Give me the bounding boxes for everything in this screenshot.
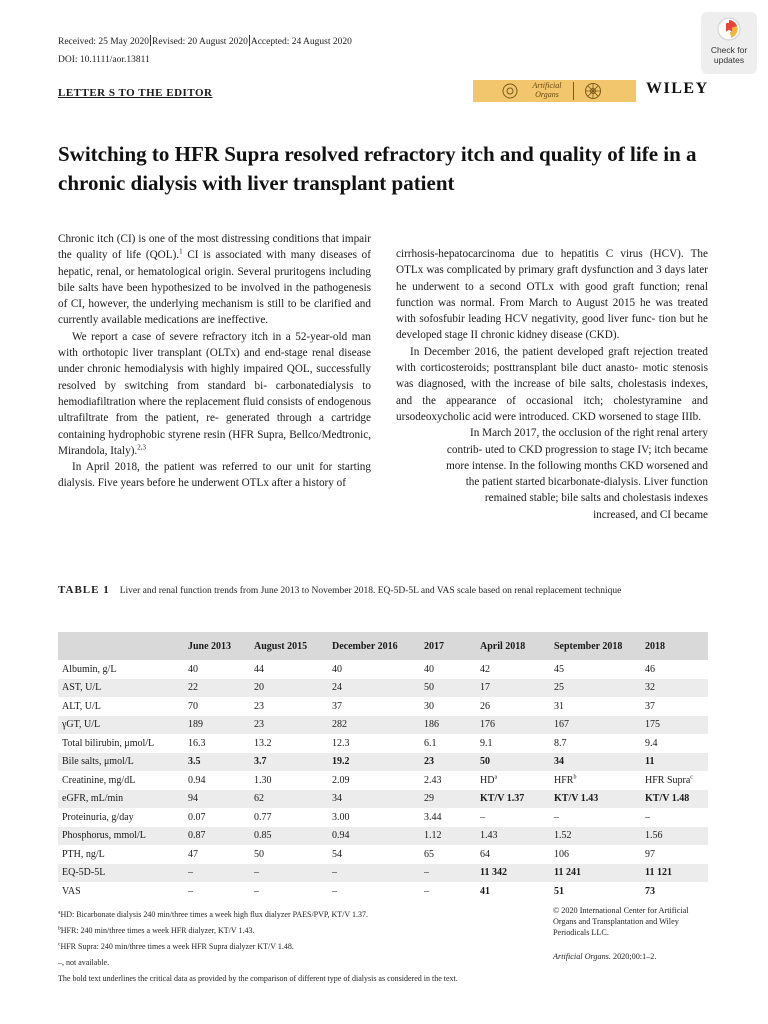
cell-value: 54 <box>332 848 342 860</box>
table-cell <box>254 660 332 679</box>
cell-value: 13.2 <box>254 737 272 749</box>
footnote-b <box>58 925 254 937</box>
cell-value: 0.87 <box>188 830 206 842</box>
footnote-mark: a <box>58 909 61 916</box>
table-cell <box>645 753 708 772</box>
revised-date: Revised: 20 August 2020 <box>152 37 248 47</box>
cell-value: 12.3 <box>332 737 350 749</box>
cell-value: HFR <box>554 774 574 786</box>
cell-value: 23 <box>254 700 264 712</box>
table-cell <box>332 790 424 809</box>
paragraph-line: In March 2017, the occlusion of the right renal artery <box>470 427 708 440</box>
cell-value: 3.00 <box>332 811 350 823</box>
cell-value: 37 <box>645 700 655 712</box>
table-row <box>58 808 708 827</box>
cell-value: 1.12 <box>424 830 442 842</box>
cell-value: 11 342 <box>480 867 507 879</box>
cell-value: 1.56 <box>645 830 663 842</box>
cell-value: – <box>332 885 337 897</box>
table-cell <box>332 827 424 846</box>
cell-value: 0.94 <box>188 774 206 786</box>
table-cell <box>554 864 645 883</box>
table-header-cell: December 2016 <box>332 640 398 652</box>
cell-value: 25 <box>554 682 564 694</box>
table-cell <box>188 697 254 716</box>
cell-value: 47 <box>188 848 198 860</box>
cell-value: 175 <box>645 719 660 731</box>
table-cell <box>645 771 708 790</box>
table-cell <box>188 827 254 846</box>
table-cell <box>480 716 554 735</box>
cell-value: 0.07 <box>188 811 206 823</box>
cell-value: 30 <box>424 700 434 712</box>
table-label: TABLE 1 <box>58 584 110 596</box>
table-header-cell: 2018 <box>645 640 665 652</box>
footnote-text: HFR: 240 min/three times a week HFR dialyzer, KT/V 1.43. <box>60 926 255 935</box>
table-cell <box>645 827 708 846</box>
table-cell <box>188 753 254 772</box>
cell-value: 17 <box>480 682 490 694</box>
table-cell <box>332 660 424 679</box>
paragraph-line: remained stable; bile salts and cholestasis indexes <box>484 492 708 505</box>
row-label: Albumin, g/L <box>62 663 117 675</box>
cell-value: 94 <box>188 793 198 805</box>
table-cell <box>332 808 424 827</box>
table-cell <box>254 697 332 716</box>
cell-value: HFR Supra <box>645 774 691 786</box>
reference-link[interactable]: 1 <box>179 247 183 256</box>
footnote-mark: c <box>58 941 61 948</box>
cell-value: – <box>424 867 429 879</box>
cell-value: KT/V 1.48 <box>645 793 690 805</box>
table-row <box>58 845 708 864</box>
footnote-mark[interactable]: a <box>494 774 498 781</box>
table-header-corner <box>58 632 188 660</box>
cell-value: 40 <box>332 663 342 675</box>
publisher-logo: WILEY <box>646 80 709 97</box>
table-cell <box>554 697 645 716</box>
table-cell <box>332 771 424 790</box>
table-row <box>58 716 708 735</box>
copyright-notice: © 2020 International Center for Artificial Organs and Transplantation and Wiley Periodicals LLC. <box>553 906 689 937</box>
table-caption-text: Liver and renal function trends from June 2013 to November 2018. EQ-5D-5L and VAS scale based on renal replacement technique <box>119 586 622 596</box>
cell-value: 1.30 <box>254 774 272 786</box>
cell-value: 20 <box>254 682 264 694</box>
cell-value: 189 <box>188 719 203 731</box>
table-cell <box>554 845 645 864</box>
table-cell <box>645 679 708 698</box>
cell-value: – <box>332 867 337 879</box>
footnote-text: HD: Bicarbonate dialysis 240 min/three times a week high flux dialyzer PAES/PVP, KT/V 1.37. <box>60 910 368 919</box>
cell-value: – <box>254 867 259 879</box>
table-cell <box>188 660 254 679</box>
cell-value: 3.7 <box>254 756 267 768</box>
table-cell <box>554 808 645 827</box>
text: We report a case of severe refractory itch in a 52-year-old man with orthotopic liver transplant (OLTx) and end-stage renal disease under chronic hemodialysis with highly impaired QOL, successfully resolved by switching from standard bi- carbonatedialysis to hemodiafiltration where the replacement fluid consists of endogenous ultrafiltrate from the patient, re- generated through a cartridge containing hydrophobic styrene resin (HFR Supra, Bellco/Medtronic, Mirandola, Italy). <box>58 330 371 457</box>
table-cell <box>254 864 332 883</box>
row-label: VAS <box>62 885 81 897</box>
cell-value: 176 <box>480 719 495 731</box>
cell-value: 97 <box>645 848 655 860</box>
row-label: ALT, U/L <box>62 700 101 712</box>
table-cell <box>254 716 332 735</box>
table-cell <box>554 882 645 901</box>
table-cell <box>480 827 554 846</box>
table-row <box>58 753 708 772</box>
cell-value: 70 <box>188 700 198 712</box>
article-title: Switching to HFR Supra resolved refractory itch and quality of life in a chronic dialysis with liver transplant patient <box>58 142 697 195</box>
footnote-mark: b <box>58 925 61 932</box>
cell-value: 282 <box>332 719 347 731</box>
table-cell <box>645 790 708 809</box>
cell-value: KT/V 1.43 <box>554 793 599 805</box>
table-header-row <box>58 632 708 660</box>
table-cell <box>254 808 332 827</box>
cell-value: 73 <box>645 885 655 897</box>
table-cell <box>424 808 480 827</box>
table-cell <box>424 716 480 735</box>
cell-value: 11 121 <box>645 867 672 879</box>
table-row <box>58 864 708 883</box>
cell-value: 46 <box>645 663 655 675</box>
table-row <box>58 679 708 698</box>
check-for-updates-badge[interactable] <box>701 12 757 74</box>
table-cell <box>480 790 554 809</box>
cell-value: 42 <box>480 663 490 675</box>
text: CI is associated with many diseases of hepatic, renal, or hematological origin. Several pruritogens including bile salts have been hypothesized to be involved in the pathogenesis of CI, however, the underlying mechanism is still to be clarified and currently available medications are ineffective. <box>58 249 371 327</box>
cell-value: 0.85 <box>254 830 272 842</box>
table-cell <box>645 697 708 716</box>
table-cell <box>554 734 645 753</box>
table-row <box>58 771 708 790</box>
cell-value: 40 <box>188 663 198 675</box>
cell-value: 32 <box>645 682 655 694</box>
table-cell <box>188 771 254 790</box>
text: Chronic itch (CI) is one of the most distressing conditions that impair the quality of life (QOL). <box>58 233 371 262</box>
table-cell <box>645 845 708 864</box>
row-label: γGT, U/L <box>62 719 101 731</box>
cell-value: 9.4 <box>645 737 658 749</box>
cell-value: 2.43 <box>424 774 442 786</box>
cell-value: 11 <box>645 756 655 768</box>
table-cell <box>554 716 645 735</box>
table-cell <box>188 864 254 883</box>
table-cell <box>645 864 708 883</box>
cell-value: – <box>188 867 193 879</box>
paragraph: In December 2016, the patient developed graft rejection treated with corticosteroids; posttransplant bile duct anasto- motic stenosis was diagnosed, with the increase of bile salts, cholestasis indexes, and the appearance of occasional itch; cholestyramine and ursodeoxycholic acid were introduced. CKD worsened to stage IIIb. <box>396 345 708 423</box>
footnote-c <box>58 941 294 953</box>
cell-value: 1.43 <box>480 830 498 842</box>
cell-value: – <box>254 885 259 897</box>
check-updates-icon <box>717 17 741 41</box>
table-cell <box>480 808 554 827</box>
table-caption <box>58 583 708 598</box>
reference-link[interactable]: 2,3 <box>137 443 146 452</box>
row-label: AST, U/L <box>62 682 102 694</box>
footnote-bold: The bold text underlines the critical data as provided by the comparison of different type of dialysis as considered in the text. <box>58 974 458 983</box>
table-header-cell: June 2013 <box>188 640 232 652</box>
paragraph: cirrhosis-hepatocarcinoma due to hepatitis C virus (HCV). The OTLx was complicated by primary graft dysfunction and 3 days later he underwent to a second OTLx with good graft function; renal function was normal. From March to August 2015 he was treated with sofosfubir leading HCV negativity, good liver func- tion but he developed stage II chronic kidney disease (CKD). <box>396 248 708 342</box>
accepted-date: Accepted: 24 August 2020 <box>250 37 352 47</box>
cell-value: – <box>480 811 485 823</box>
separator <box>249 35 250 46</box>
table-row <box>58 734 708 753</box>
row-label: Phosphorus, mmol/L <box>62 830 146 842</box>
cell-value: 31 <box>554 700 564 712</box>
table-cell <box>332 697 424 716</box>
row-label: eGFR, mL/min <box>62 793 124 805</box>
cell-value: 37 <box>332 700 342 712</box>
table-cell <box>554 660 645 679</box>
section-label: LETTER S TO THE EDITOR <box>58 87 213 99</box>
paragraph-line: increased, and CI became <box>593 508 708 521</box>
paragraph-line: the patient started bicarbonate-dialysis. Liver function <box>465 476 708 489</box>
table-cell <box>554 827 645 846</box>
cell-value: 2.09 <box>332 774 350 786</box>
row-label: Total bilirubin, μmol/L <box>62 737 155 749</box>
cell-value: 44 <box>254 663 264 675</box>
paragraph-line: more intense. In the following months CKD worsened and <box>446 459 708 472</box>
paragraph: In April 2018, the patient was referred to our unit for starting dialysis. Five years before he underwent OTLx after a history of <box>58 461 371 490</box>
cell-value: 186 <box>424 719 439 731</box>
table-cell <box>645 734 708 753</box>
table-cell <box>645 882 708 901</box>
citation <box>553 952 656 961</box>
cell-value: – <box>554 811 559 823</box>
check-updates-label: Check for updates <box>710 45 748 65</box>
cell-value: 40 <box>424 663 434 675</box>
footnote-mark[interactable]: c <box>690 774 693 781</box>
cell-value: 9.1 <box>480 737 493 749</box>
cell-value: 3.5 <box>188 756 201 768</box>
organ-logo-icon <box>501 82 519 100</box>
paragraph <box>58 329 371 459</box>
table-cell <box>254 679 332 698</box>
table-cell <box>254 827 332 846</box>
table-cell <box>645 716 708 735</box>
cell-value: 1.52 <box>554 830 572 842</box>
table-cell <box>554 753 645 772</box>
table-cell <box>332 882 424 901</box>
cell-value: 41 <box>480 885 490 897</box>
table-cell <box>424 882 480 901</box>
table-cell <box>254 771 332 790</box>
cell-value: 0.94 <box>332 830 350 842</box>
table-row <box>58 697 708 716</box>
table-cell <box>424 753 480 772</box>
cell-value: 34 <box>554 756 564 768</box>
row-label: Bile salts, μmol/L <box>62 756 134 768</box>
table-header-cell: 2017 <box>424 640 444 652</box>
cell-value: 29 <box>424 793 434 805</box>
cell-value: 50 <box>254 848 264 860</box>
table-cell <box>424 734 480 753</box>
row-label: Proteinuria, g/day <box>62 811 134 823</box>
table-cell <box>332 734 424 753</box>
table-cell <box>332 753 424 772</box>
journal-logo <box>473 80 636 102</box>
footnote-na: –, not available. <box>58 958 110 967</box>
cell-value: 64 <box>480 848 490 860</box>
table-cell <box>254 753 332 772</box>
cell-value: 11 241 <box>554 867 581 879</box>
cell-value: 45 <box>554 663 564 675</box>
cell-value: 3.44 <box>424 811 442 823</box>
table-header-cell: September 2018 <box>554 640 623 652</box>
table-cell <box>480 753 554 772</box>
cell-value: – <box>424 885 429 897</box>
table-cell <box>188 790 254 809</box>
paragraph-line: contrib- uted to CKD progression to stage IV; itch became <box>446 443 708 456</box>
table-cell <box>424 679 480 698</box>
cell-value: 23 <box>424 756 434 768</box>
cell-value: 22 <box>188 682 198 694</box>
doi[interactable]: DOI: 10.1111/aor.13811 <box>58 55 150 65</box>
table-cell <box>188 845 254 864</box>
table-row <box>58 882 708 901</box>
table-row <box>58 790 708 809</box>
cell-value: 24 <box>332 682 342 694</box>
table-cell <box>254 845 332 864</box>
table-cell <box>554 771 645 790</box>
cell-value: 106 <box>554 848 569 860</box>
table-cell <box>480 734 554 753</box>
cell-value: – <box>645 811 650 823</box>
cell-value: 23 <box>254 719 264 731</box>
left-column <box>58 231 371 492</box>
table-cell <box>188 808 254 827</box>
cell-value: 34 <box>332 793 342 805</box>
table-cell <box>424 864 480 883</box>
citation-journal: Artificial Organs. <box>553 952 611 961</box>
cell-value: 19.2 <box>332 756 350 768</box>
paragraph <box>58 231 371 329</box>
received-date: Received: 25 May 2020 <box>58 37 150 47</box>
table-cell <box>254 734 332 753</box>
cell-value: 51 <box>554 885 564 897</box>
table-cell <box>424 771 480 790</box>
wheel-logo-icon <box>583 82 603 100</box>
table-row <box>58 660 708 679</box>
table-cell <box>188 716 254 735</box>
table-row <box>58 827 708 846</box>
table-cell <box>332 845 424 864</box>
cell-value: 65 <box>424 848 434 860</box>
table-cell <box>645 660 708 679</box>
data-table <box>58 632 708 901</box>
separator <box>150 35 151 46</box>
table-cell <box>480 697 554 716</box>
citation-details: 2020;00:1–2. <box>610 952 657 961</box>
table-cell <box>424 660 480 679</box>
table-cell <box>480 845 554 864</box>
row-label: PTH, ng/L <box>62 848 105 860</box>
table-cell <box>188 734 254 753</box>
cell-value: KT/V 1.37 <box>480 793 525 805</box>
table-cell <box>645 808 708 827</box>
table-cell <box>332 864 424 883</box>
table-cell <box>554 679 645 698</box>
table-header-cell: April 2018 <box>480 640 526 652</box>
right-column <box>396 246 708 523</box>
cell-value: 50 <box>480 756 490 768</box>
journal-logo-text: Artificial Organs <box>532 81 562 99</box>
footnote-text: HFR Supra: 240 min/three times a week HFR Supra dialyzer KT/V 1.48. <box>60 942 294 951</box>
footnote-a <box>58 909 368 921</box>
table-cell <box>254 882 332 901</box>
table-header-cell: August 2015 <box>254 640 308 652</box>
footnote-mark[interactable]: b <box>573 774 577 781</box>
cell-value: 167 <box>554 719 569 731</box>
cell-value: 26 <box>480 700 490 712</box>
table-cell <box>332 679 424 698</box>
table-cell <box>424 827 480 846</box>
table-cell <box>332 716 424 735</box>
table-cell <box>424 790 480 809</box>
table-cell <box>188 679 254 698</box>
row-label: Creatinine, mg/dL <box>62 774 136 786</box>
cell-value: 0.77 <box>254 811 272 823</box>
table-cell <box>480 679 554 698</box>
cell-value: 6.1 <box>424 737 437 749</box>
table-cell <box>480 660 554 679</box>
table-cell <box>480 882 554 901</box>
cell-value: HD <box>480 774 495 786</box>
table-cell <box>254 790 332 809</box>
cell-value: 16.3 <box>188 737 206 749</box>
table-cell <box>480 771 554 790</box>
table-cell <box>424 697 480 716</box>
cell-value: 50 <box>424 682 434 694</box>
logo-divider <box>573 82 574 100</box>
cell-value: – <box>188 885 193 897</box>
row-label: EQ-5D-5L <box>62 867 106 879</box>
table-cell <box>554 790 645 809</box>
table-cell <box>188 882 254 901</box>
cell-value: 62 <box>254 793 264 805</box>
table-cell <box>480 864 554 883</box>
table-body <box>58 660 708 901</box>
table-cell <box>424 845 480 864</box>
cell-value: 8.7 <box>554 737 567 749</box>
received-dates <box>58 35 352 47</box>
